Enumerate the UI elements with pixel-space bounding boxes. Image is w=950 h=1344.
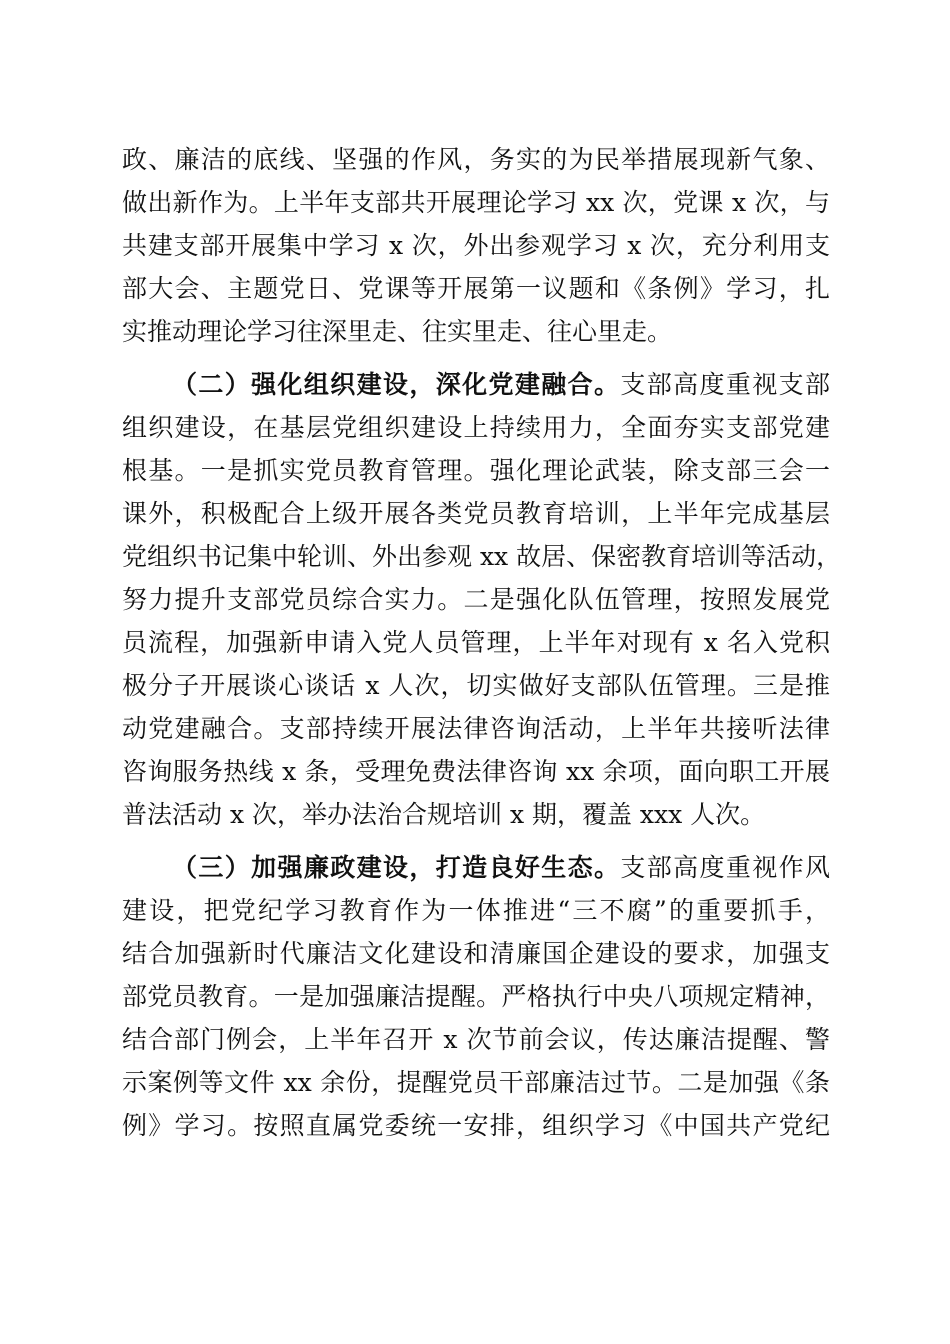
text-line: 组织建设，在基层党组织建设上持续用力，全面夯实支部党建 [122,413,830,442]
text-line: 结合加强新时代廉洁文化建设和清廉国企建设的要求，加强支 [122,939,830,968]
text-line: 政、廉洁的底线、坚强的作风，务实的为民举措展现新气象、 [122,145,830,174]
text-line: 根基。一是抓实党员教育管理。强化理论武装，除支部三会一 [122,456,830,485]
section-heading: （二）强化组织建设，深化党建融合。 [172,370,621,399]
text-line: 员流程，加强新申请入党人员管理，上半年对现有 x 名入党积 [122,628,830,657]
text-line: 例》学习。按照直属党委统一安排，组织学习《中国共产党纪 [122,1111,830,1140]
text-line: 示案例等文件 xx 余份，提醒党员干部廉洁过节。二是加强《条 [122,1068,830,1097]
text-line: 共建支部开展集中学习 x 次，外出参观学习 x 次，充分利用支 [122,231,830,260]
text-line: 党组织书记集中轮训、外出参观 xx 故居、保密教育培训等活动， [122,542,842,571]
text-line: 做出新作为。上半年支部共开展理论学习 xx 次，党课 x 次，与 [122,188,830,217]
text-line: 普法活动 x 次，举办法治合规培训 x 期，覆盖 xxx 人次。 [122,800,766,829]
paragraph-first-line [172,366,830,404]
section-heading: （三）加强廉政建设，打造良好生态。 [172,853,621,882]
text-run: 支部高度重视支部 [620,370,830,399]
text-line: 部大会、主题党日、党课等开展第一议题和《条例》学习，扎 [122,274,830,303]
text-line: 结合部门例会，上半年召开 x 次节前会议，传达廉洁提醒、警 [122,1025,830,1054]
text-run: 支部高度重视作风 [620,853,830,882]
text-line: 部党员教育。一是加强廉洁提醒。严格执行中央八项规定精神， [122,982,830,1011]
text-line: 努力提升支部党员综合实力。二是强化队伍管理，按照发展党 [122,585,830,614]
text-line: 极分子开展谈心谈话 x 人次，切实做好支部队伍管理。三是推 [122,671,830,700]
paragraph-first-line [172,849,830,887]
text-line: 建设，把党纪学习教育作为一体推进“三不腐”的重要抓手， [122,896,830,925]
text-line: 动党建融合。支部持续开展法律咨询活动，上半年共接听法律 [122,714,830,743]
text-line: 课外，积极配合上级开展各类党员教育培训，上半年完成基层 [122,499,830,528]
text-line: 咨询服务热线 x 条，受理免费法律咨询 xx 余项，面向职工开展 [122,757,830,786]
text-line: 实推动理论学习往深里走、往实里走、往心里走。 [122,317,673,346]
